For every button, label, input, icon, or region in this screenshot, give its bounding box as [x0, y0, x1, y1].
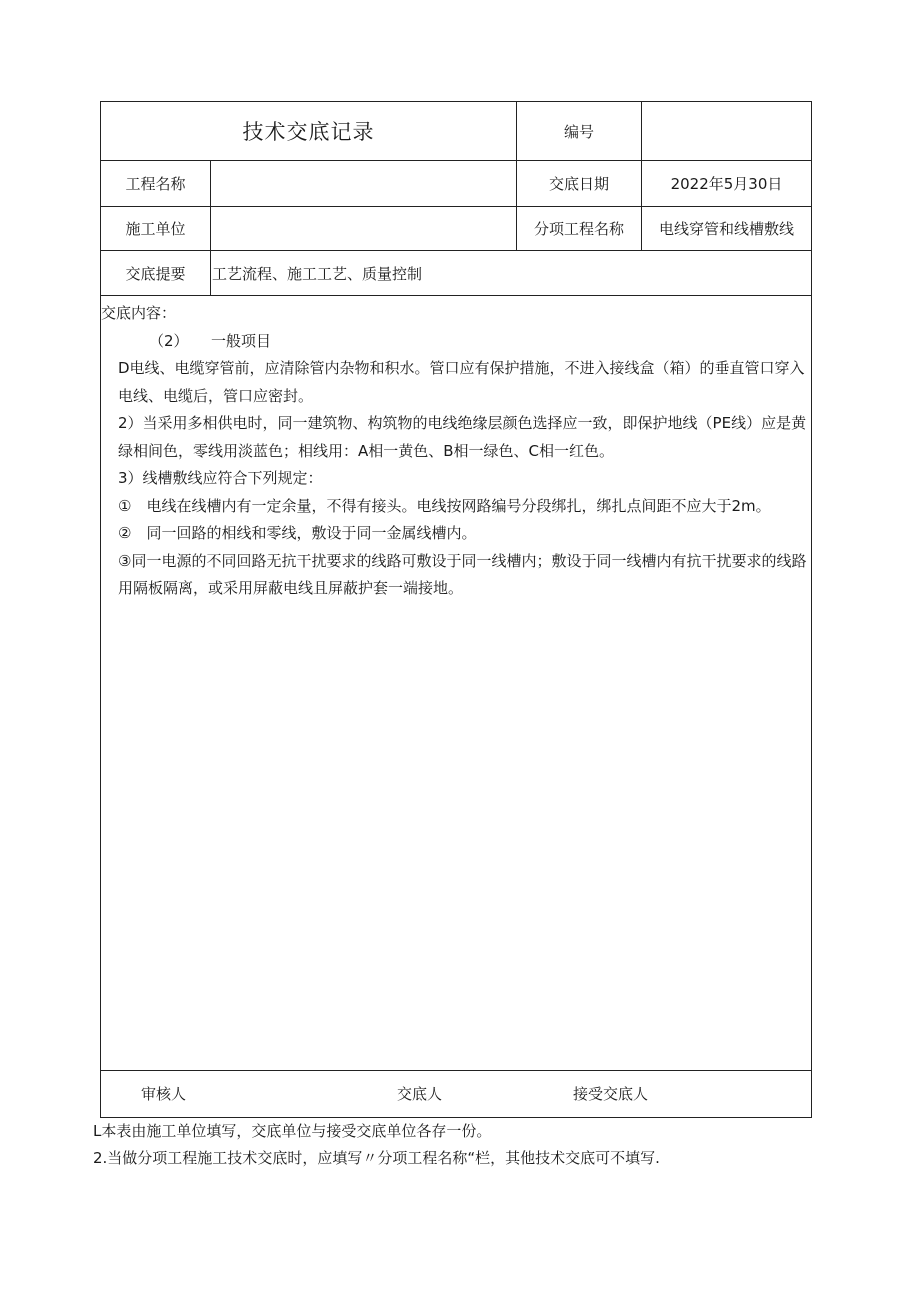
project-name-label: 工程名称 [125, 175, 186, 193]
content-section: （2） 一般项目 [149, 331, 272, 350]
form-title: 技术交底记录 [242, 120, 375, 144]
content-heading: 交底内容： [101, 304, 177, 322]
subproject-label: 分项工程名称 [533, 220, 624, 238]
content-paragraph: 3）线槽敷线应符合下列规定： [118, 469, 323, 487]
content-paragraph: ② 同一回路的相线和零线，敷设于同一金属线槽内。 [118, 524, 477, 542]
table-border-bottom [100, 1117, 812, 1118]
receiver-label: 接受交底人 [573, 1085, 649, 1103]
unit-field[interactable] [211, 207, 516, 250]
subproject-field[interactable]: 电线穿管和线槽敷线 [658, 220, 794, 238]
disclosure-content [101, 300, 811, 603]
discloser-label: 交底人 [397, 1085, 443, 1103]
table-row-divider [100, 1070, 812, 1071]
content-paragraph: 2）当采用多相供电时，同一建筑物、构筑物的电线绝缘层颜色选择应一致，即保护地线（PE线）应是黄绿相间色，零线用淡蓝色；相线用：A相一黄色、B相一绿色、C相一红色。 [118, 414, 807, 460]
footnote: 2.当做分项工程施工技术交底时，应填写〃分项工程名称“栏，其他技术交底可不填写. [93, 1149, 660, 1167]
content-paragraph: D电线、电缆穿管前，应清除管内杂物和积水。管口应有保护措施，不进入接线盒（箱）的垂直管口穿入电线、电缆后，管口应密封。 [118, 359, 805, 405]
date-label: 交底日期 [548, 175, 609, 193]
summary-field[interactable]: 工艺流程、施工工艺、质量控制 [212, 264, 423, 283]
footnote: L本表由施工单位填写，交底单位与接受交底单位各存一份。 [93, 1122, 492, 1140]
unit-label: 施工单位 [125, 220, 186, 238]
number-field[interactable] [642, 102, 811, 160]
content-paragraph: ① 电线在线槽内有一定余量，不得有接头。电线按网路编号分段绑扎，绑扎点间距不应大于2m。 [118, 496, 771, 515]
reviewer-label: 审核人 [141, 1085, 187, 1103]
date-field[interactable]: 2022年5月30日 [670, 175, 783, 193]
number-label: 编号 [563, 122, 594, 141]
table-border-right [811, 101, 812, 1118]
project-name-field[interactable] [211, 161, 516, 206]
table-row-divider [100, 295, 812, 296]
content-paragraph: ③同一电源的不同回路无抗干扰要求的线路可敷设于同一线槽内；敷设于同一线槽内有抗干扰要求的线路用隔板隔离，或采用屏蔽电线且屏蔽护套一端接地。 [118, 551, 807, 597]
summary-label: 交底提要 [125, 264, 186, 283]
